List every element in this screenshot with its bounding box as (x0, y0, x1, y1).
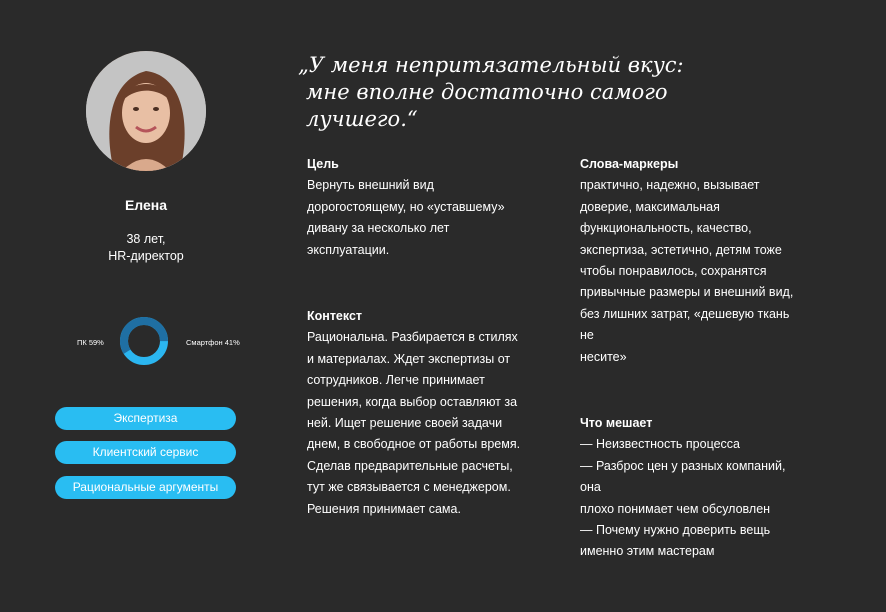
markers-line: без лишних затрат, «дешевую ткань не (580, 306, 790, 343)
markers-line: экспертиза, эстетично, детям тоже (580, 242, 782, 257)
tag-rational-arguments[interactable]: Рациональные аргументы (55, 476, 236, 499)
markers-line: чтобы понравилось, сохранятся (580, 264, 767, 279)
goal-line: Вернуть внешний вид (307, 178, 434, 193)
context-title: Контекст (307, 309, 363, 323)
quote-line: мне вполне достаточно самого лучшего.“ (306, 80, 668, 131)
quote-line: „У меня непритязательный вкус: (298, 53, 684, 77)
persona-age: 38 лет, (126, 232, 166, 246)
persona-role: HR-директор (108, 249, 184, 263)
markers-line: привычные размеры и внешний вид, (580, 285, 794, 300)
markers-title: Слова-маркеры (580, 157, 679, 171)
goal-line: эксплуатации. (307, 242, 390, 257)
obstacles-section (580, 413, 805, 563)
marker-words-section (580, 154, 805, 368)
obstacles-line: — Неизвестность процесса (580, 437, 741, 452)
context-line: сотрудников. Легче принимает (307, 373, 485, 388)
context-line: решения, когда выбор оставляют за (307, 394, 518, 409)
markers-line: практично, надежно, вызывает (580, 178, 760, 193)
goal-line: дивану за несколько лет (307, 221, 450, 236)
goal-line: дорогостоящему, но «уставшему» (307, 199, 505, 214)
device-donut-chart (118, 315, 170, 367)
context-line: днем, в свободное от работы время. (307, 437, 521, 452)
phone-share-label: Смартфон 41% (186, 338, 240, 347)
tag-expertise[interactable]: Экспертиза (55, 407, 236, 430)
context-line: Решения принимает сама. (307, 501, 461, 516)
goal-section (307, 154, 522, 261)
obstacles-title: Что мешает (580, 416, 653, 430)
markers-line: доверие, максимальная (580, 199, 720, 214)
persona-photo (86, 51, 206, 171)
context-line: ней. Ищет решение своей задачи (307, 416, 503, 431)
goal-title: Цель (307, 157, 339, 171)
persona-photo-image (86, 51, 206, 171)
context-line: Сделав предварительные расчеты, (307, 458, 513, 473)
context-section (307, 306, 522, 520)
obstacles-line: — Почему нужно доверить вещь (580, 523, 771, 538)
markers-line: функциональность, качество, (580, 221, 752, 236)
context-line: Рациональна. Разбирается в стилях (307, 330, 518, 345)
persona-quote (298, 52, 778, 133)
obstacles-line: плохо понимает чем обсуловлен (580, 501, 771, 516)
context-line: тут же связывается с менеджером. (307, 480, 511, 495)
tag-client-service[interactable]: Клиентский сервис (55, 441, 236, 464)
obstacles-line: именно этим мастерам (580, 544, 715, 559)
markers-line: несите» (580, 349, 627, 364)
obstacles-line: — Разброс цен у разных компаний, она (580, 458, 786, 495)
context-line: и материалах. Ждет экспертизы от (307, 351, 511, 366)
pc-share-label: ПК 59% (77, 338, 104, 347)
persona-name: Елена (124, 197, 168, 213)
